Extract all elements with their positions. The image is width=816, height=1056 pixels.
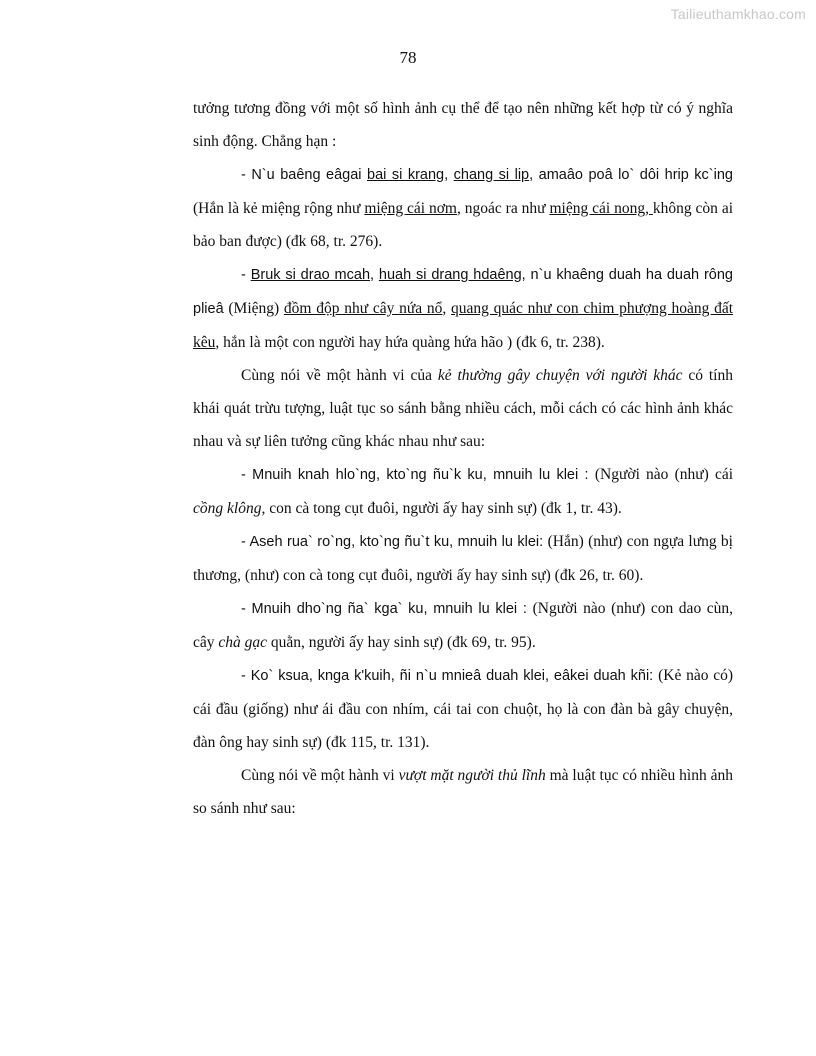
italic-run: vượt mặt người thủ lĩnh	[398, 767, 546, 784]
ede-text: - Ko` ksua, knga k'kuih, ñi n`u mnieâ duah klei, eâkei duah kñi:	[241, 668, 659, 684]
paragraph-example-3	[193, 458, 733, 525]
ede-text: - Mnuih dho`ng ña` kga` ku, mnuih lu klei :	[241, 601, 533, 617]
document-body	[193, 92, 733, 825]
text-run: , ngoác ra như	[456, 200, 550, 217]
watermark: Tailieuthamkhao.com	[670, 6, 806, 22]
ede-text: - Mnuih knah hlo`ng, kto`ng ñu`k ku, mnuih lu klei :	[241, 467, 595, 483]
paragraph-example-1	[193, 158, 733, 258]
ede-underlined: huah si drang hdaêng	[378, 267, 522, 283]
text-run: ,	[442, 300, 451, 317]
paragraph-intro	[193, 92, 733, 158]
ede-text: ,	[444, 167, 454, 183]
text-run: (Hắn là kẻ miệng rộng như	[193, 200, 365, 217]
italic-run: kẻ thường gây chuyện với người khác	[437, 367, 683, 384]
text-run: quằn, người ấy hay sinh sự) (đk 69, tr. 95).	[267, 634, 536, 651]
text-run: (Người nào (như) con dao cùn, cây	[193, 600, 733, 651]
ede-text: - N`u baêng eâgai	[241, 167, 367, 183]
text-run: (Miệng)	[223, 300, 284, 317]
text-run: Cùng nói về một hành vi	[241, 767, 399, 784]
ede-underlined: Bruk si drao mcah	[250, 267, 371, 283]
text-run: (Kẻ nào có) cái đầu (giống) như ái đầu con nhím, cái tai con chuột, họ là con đàn bà gây chuyện, đàn ông hay sinh sự) (đk 115, tr. 131).	[193, 667, 734, 751]
underlined-run: đồm độp như cây nứa nổ	[283, 300, 443, 317]
ede-text: , amaâo poâ lo` dôi hrip kc`ing	[529, 167, 733, 183]
text-run: không còn ai bảo ban được) (đk 68, tr. 276).	[193, 200, 734, 250]
ede-underlined: bai si krang	[367, 167, 445, 183]
italic-run: chà gạc	[218, 634, 268, 651]
ede-text: - Aseh rua` ro`ng, kto`ng ñu`t ku, mnuih lu klei:	[241, 534, 548, 550]
underlined-run: quang quác như con chim phượng hoàng đất kêu	[193, 300, 734, 351]
paragraph-example-2	[193, 258, 733, 359]
ede-underlined: chang si lip	[453, 167, 530, 183]
underlined-run: miệng cái nơm	[364, 200, 457, 217]
underlined-run: miệng cái nong,	[549, 200, 653, 217]
paragraph-example-5	[193, 592, 733, 659]
ede-text: -	[241, 267, 251, 283]
text-run: (Hắn) (như) con ngựa lưng bị thương, (như) con cà tong cụt đuôi, người ấy hay sinh sự) (đk 26, tr. 60).	[193, 533, 733, 584]
text-run: Cùng nói về một hành vi của	[241, 367, 438, 384]
text-run: có tính khái quát trừu tượng, luật tục so sánh bằng nhiều cách, mỗi cách có các hình ảnh khác nhau và sự liên tưởng cũng khác nhau như sau:	[193, 367, 733, 450]
page-number: 78	[399, 48, 417, 67]
paragraph-example-6	[193, 659, 733, 759]
paragraph-example-4	[193, 525, 733, 592]
ede-text: ,	[370, 267, 379, 283]
text-run: , hắn là một con người hay hứa quàng hứa hão ) (đk 6, tr. 238).	[215, 334, 605, 351]
text-run: mà luật tục có nhiều hình ảnh so sánh như sau:	[193, 767, 733, 817]
text-run: (Người nào (như) cái	[594, 466, 734, 483]
italic-run: cồng klông	[193, 500, 262, 517]
text-run: , con cà tong cụt đuôi, người ấy hay sinh sự) (đk 1, tr. 43).	[261, 500, 622, 517]
paragraph-comparison-intro	[193, 359, 733, 458]
paragraph-closing	[193, 759, 733, 825]
text-run: tưởng tương đồng với một số hình ảnh cụ thể để tạo nên những kết hợp từ có ý nghĩa sinh động. Chẳng hạn :	[193, 100, 733, 150]
ede-text: , n`u khaêng duah ha duah rông plieâ	[193, 267, 733, 317]
